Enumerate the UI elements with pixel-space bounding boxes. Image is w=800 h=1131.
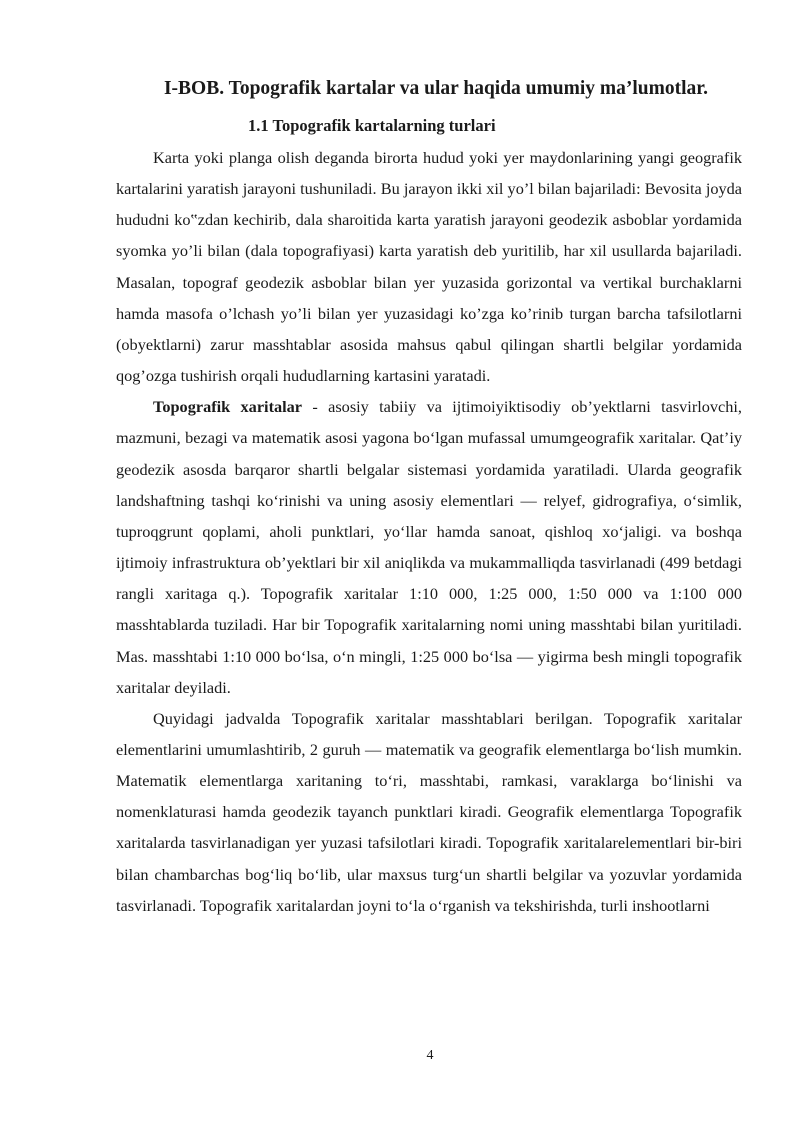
- paragraph-3: Quyidagi jadvalda Topografik xaritalar masshtablari berilgan. Topografik xaritalar elementlarini umumlashtirib, 2 guruh — matematik va geografik elementlarga bo‘lish mumkin. Matematik elementlarga xaritaning to‘ri, masshtabi, ramkasi, varaklarga bo‘linishi va nomenklaturasi hamda geodezik tayanch punktlari kiradi. Geografik elementlarga Topografik xaritalarda tasvirlanadigan yer yuzasi tafsilotlari kiradi. Topografik xaritalarelementlari bir-biri bilan chambarchas bog‘liq bo‘lib, ular maxsus turg‘un shartli belgilar va yozuvlar yordamida tasvirlanadi. Topografik xaritalardan joyni to‘la o‘rganish va tekshirishda, turli inshootlarni: [116, 708, 742, 915]
- paragraph-1: Karta yoki planga olish deganda birorta hudud yoki yer maydonlarining yangi geografik kartalarini yaratish jarayoni tushuniladi. Bu jarayon ikki xil yo’l bilan bajariladi: Bevosita joyda hududni ko‟zdan kechirib, dala sharoitida karta yaratish jarayoni geodezik asboblar yordamida syomka yo’li bilan (dala topografiyasi) karta yaratish deb yuritilib, har xil usullarda bajariladi. Masalan, topograf geodezik asboblar bilan yer yuzasida gorizontal va vertikal burchaklarni hamda masofa o’lchash yo’li bilan yer yuzasidagi ko’zga ko’rinib turgan barcha tafsilotlarni (obyektlarni) zarur masshtablar asosida mahsus qabul qilingan shartli belgilar yordamida qog’ozga tushirish orqali hududlarning kartasini yaratadi.: [116, 148, 742, 386]
- term-topografik-xaritalar: Topografik xaritalar: [153, 397, 303, 417]
- paragraph-2-text: - asosiy tabiiy va ijtimoiyiktisodiy ob’yektlarni tasvirlovchi, mazmuni, bezagi va matematik asosi yagona bo‘lgan mufassal umumgeografik xaritalar. Qat’iy geodezik asosda barqaror shartli belgalar sistemasi yordamida yaratiladi. Ularda geografik landshaftning tashqi ko‘rinishi va uning asosiy elementlari — relyef, gidrografiya, o‘simlik, tuproqgrunt qoplami, aholi punktlari, yo‘llar hamda sanoat, qishloq xo‘jaligi. va boshqa ijtimoiy infrastruktura ob’yektlari bir xil aniqlikda va mukammalliqda tasvirlanadi (499 betdagi rangli xaritaga q.). Topografik xaritalar 1:10 000, 1:25 000, 1:50 000 va 1:100 000 masshtablarda tuziladi. Har bir Topografik xaritalarning nomi uning masshtabi bilan yuritiladi. Mas. masshtabi 1:10 000 bo‘lsa, o‘n mingli, 1:25 000 bo‘lsa — yigirma besh mingli topografik xaritalar deyiladi.: [116, 397, 743, 697]
- body-text: [116, 142, 742, 921]
- section-title: 1.1 Topografik kartalarning turlari: [248, 116, 496, 135]
- chapter-title: I-BOB. Topografik kartalar va ular haqida umumiy ma’lumotlar.: [163, 78, 709, 99]
- page-number: 4: [426, 1048, 434, 1063]
- paragraph-2: [116, 391, 742, 703]
